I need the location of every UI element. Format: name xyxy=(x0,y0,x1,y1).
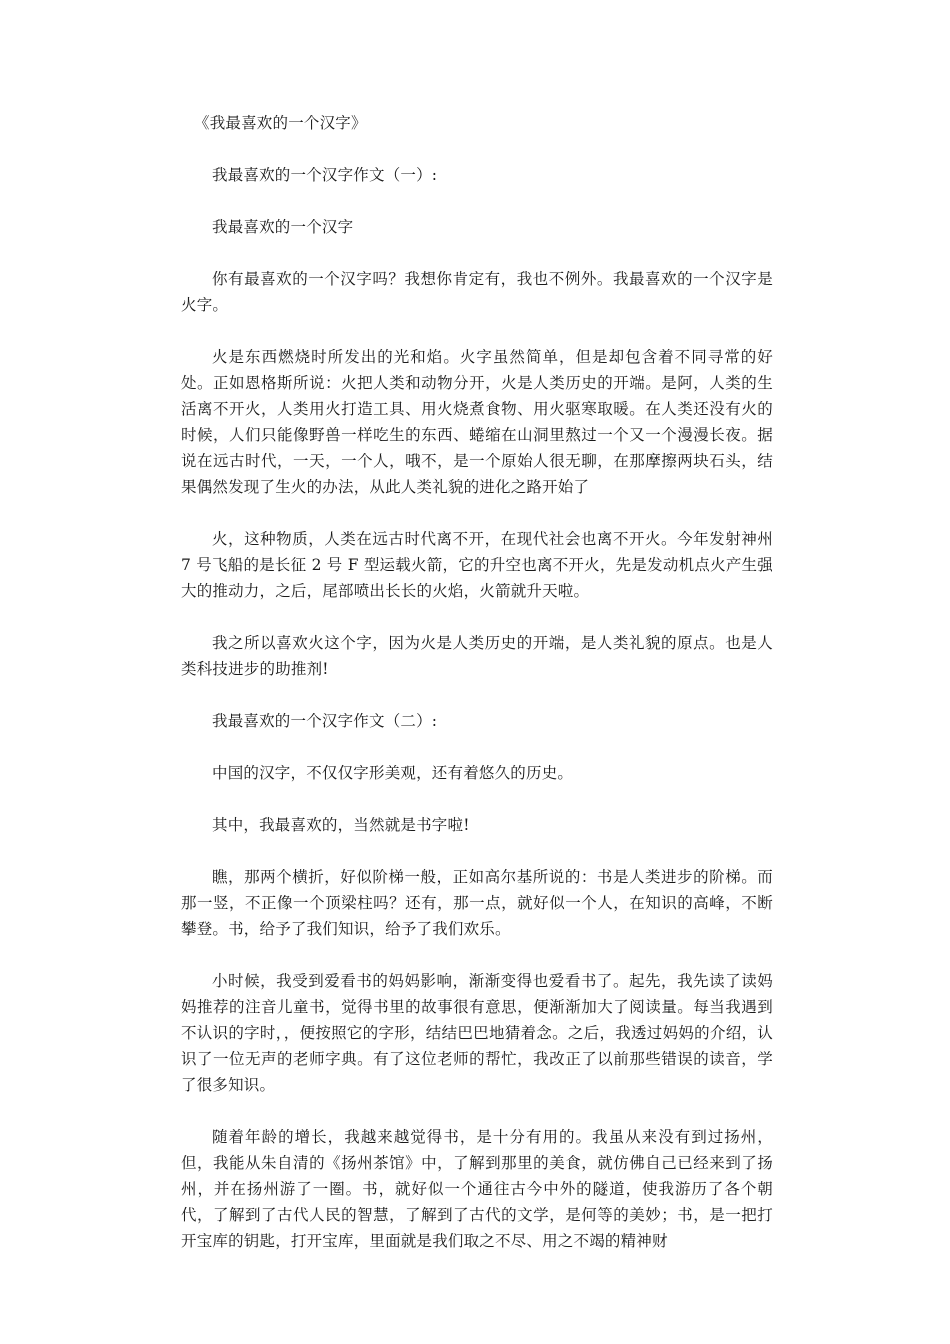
spacer xyxy=(181,240,773,266)
spacer xyxy=(181,1098,773,1124)
paragraph: 火，这种物质，人类在远古时代离不开，在现代社会也离不开火。今年发射神州 7 号飞船的是长征 2 号 F 型运载火箭，它的升空也离不开火，先是发动机点火产生强大的推动力，之后，尾部喷出长长的火焰，火箭就升天啦。 xyxy=(181,530,773,600)
section-heading-two: 我最喜欢的一个汉字作文（二）: xyxy=(212,712,438,730)
paragraph: 中国的汉字，不仅仅字形美观，还有着悠久的历史。 xyxy=(212,764,574,782)
paragraph: 小时候，我受到爱看书的妈妈影响，渐渐变得也爱看书了。起先，我先读了读妈妈推荐的注音儿童书，觉得书里的故事很有意思，便渐渐加大了阅读量。每当我遇到不认识的字时，，便按照它的字形，结结巴巴地猜着念。之后，我透过妈妈的介绍，认识了一位无声的老师字典。有了这位老师的帮忙，我改正了以前那些错误的读音，学了很多知识。 xyxy=(181,972,773,1094)
paragraph: 我之所以喜欢火这个字，因为火是人类历史的开端，是人类礼貌的原点。也是人类科技进步的助推剂! xyxy=(181,634,773,678)
paragraph: 瞧，那两个横折，好似阶梯一般，正如高尔基所说的：书是人类进步的阶梯。而那一竖，不正像一个顶梁柱吗？还有，那一点，就好似一个人，在知识的高峰，不断攀登。书，给予了我们知识，给予了我们欢乐。 xyxy=(181,868,773,938)
section-heading-one: 我最喜欢的一个汉字作文（一）: xyxy=(212,166,438,184)
document-title: 《我最喜欢的一个汉字》 xyxy=(194,114,367,132)
spacer xyxy=(181,188,773,214)
paragraph: 你有最喜欢的一个汉字吗？我想你肯定有，我也不例外。我最喜欢的一个汉字是火字。 xyxy=(181,270,773,314)
spacer xyxy=(181,838,773,864)
spacer xyxy=(181,604,773,630)
spacer xyxy=(181,136,773,162)
spacer xyxy=(181,682,773,708)
paragraph: 火是东西燃烧时所发出的光和焰。火字虽然简单，但是却包含着不同寻常的好处。正如恩格斯所说：火把人类和动物分开，火是人类历史的开端。是阿，人类的生活离不开火，人类用火打造工具、用火烧煮食物、用火驱寒取暖。在人类还没有火的时候，人们只能像野兽一样吃生的东西、蜷缩在山洞里熬过一个又一个漫漫长夜。据说在远古时代，一天，一个人，哦不，是一个原始人很无聊，在那摩擦两块石头，结果偶然发现了生火的办法，从此人类礼貌的进化之路开始了 xyxy=(181,348,773,496)
document-body xyxy=(181,110,773,1254)
spacer xyxy=(181,786,773,812)
spacer xyxy=(181,318,773,344)
spacer xyxy=(181,942,773,968)
paragraph: 其中，我最喜欢的，当然就是书字啦! xyxy=(212,816,470,834)
spacer xyxy=(181,734,773,760)
essay-title: 我最喜欢的一个汉字 xyxy=(212,218,354,236)
spacer xyxy=(181,500,773,526)
paragraph: 随着年龄的增长，我越来越觉得书，是十分有用的。我虽从来没有到过扬州，但，我能从朱自清的《扬州茶馆》中，了解到那里的美食，就仿佛自己已经来到了扬州，并在扬州游了一圈。书，就好似一个通往古今中外的隧道，使我游历了各个朝代，了解到了古代人民的智慧，了解到了古代的文学，是何等的美妙；书，是一把打开宝库的钥匙，打开宝库，里面就是我们取之不尽、用之不竭的精神财 xyxy=(181,1128,773,1250)
